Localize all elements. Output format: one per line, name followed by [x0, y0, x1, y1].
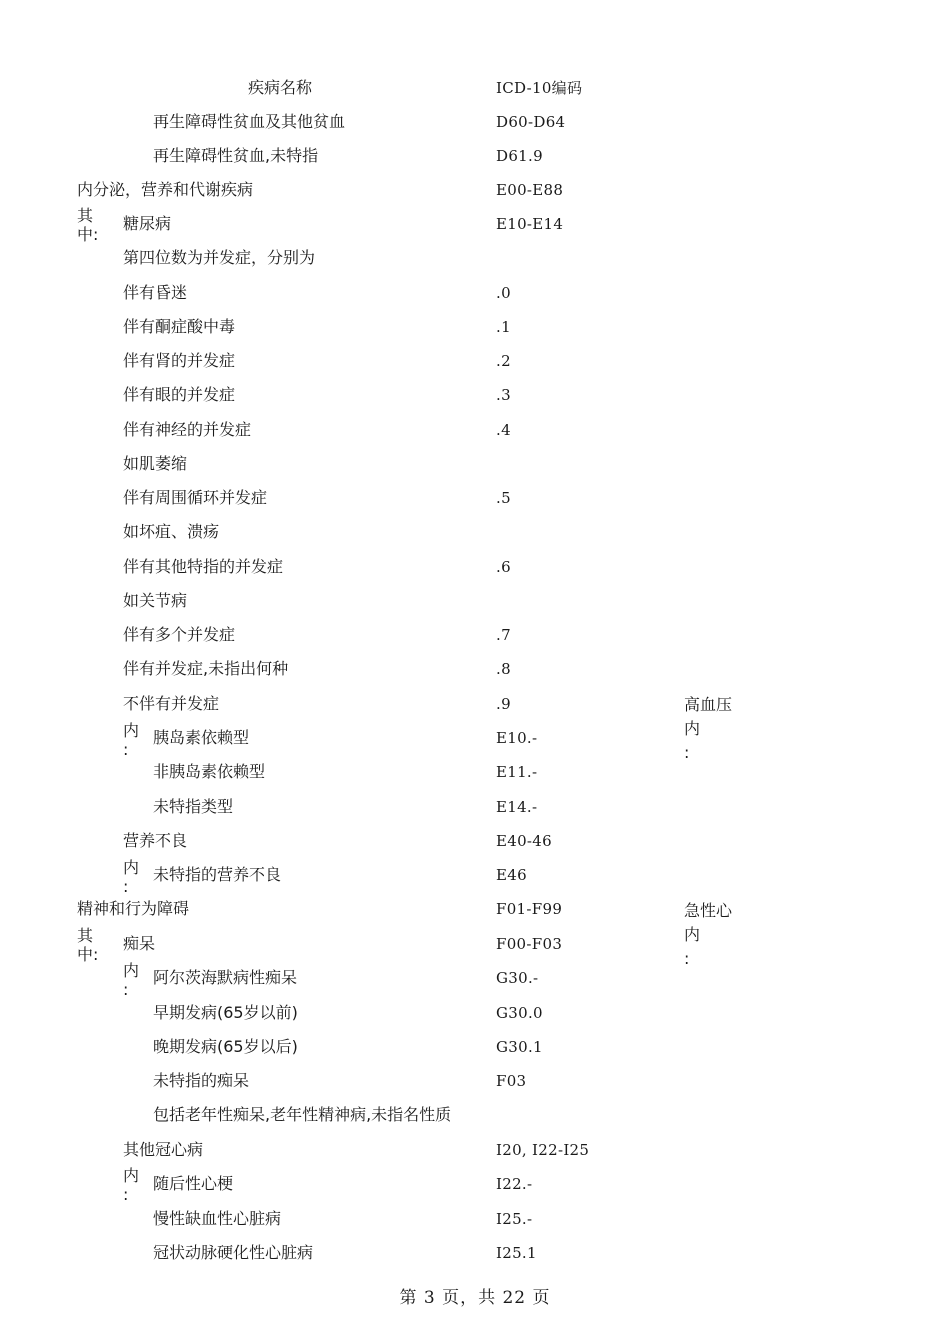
row-name: 其他冠心病	[123, 1140, 204, 1159]
table-row	[0, 454, 950, 488]
table-row	[0, 283, 950, 317]
prefix-nei: 内 :	[123, 1166, 140, 1204]
table-row	[0, 762, 950, 796]
prefix-qizhong: 其 中:	[77, 926, 99, 964]
row-code: .6	[496, 558, 511, 576]
row-name: 如肌萎缩	[123, 454, 188, 473]
table-row	[0, 625, 950, 659]
row-name: 伴有多个并发症	[123, 625, 236, 644]
row-name: 再生障碍性贫血,未特指	[153, 146, 319, 165]
row-code: .4	[496, 421, 511, 439]
table-row	[0, 488, 950, 522]
prefix-qizhong: 其 中:	[77, 206, 99, 244]
table-row	[0, 1105, 950, 1139]
prefix-nei: 内 :	[123, 858, 140, 896]
row-name: 糖尿病	[123, 214, 172, 233]
row-code: E14.-	[496, 798, 538, 816]
row-code: G30.1	[496, 1038, 543, 1056]
row-code: E10-E14	[496, 215, 564, 233]
row-code: E40-46	[496, 832, 552, 850]
row-name: 伴有并发症,未指出何种	[123, 659, 289, 678]
row-name: 包括老年性痴呆,老年性精神病,未指名性质	[153, 1105, 452, 1124]
table-row	[0, 1037, 950, 1071]
row-code: .9	[496, 695, 511, 713]
table-row	[0, 248, 950, 282]
row-name: 内分泌，营养和代谢疾病	[77, 180, 254, 199]
table-row	[0, 797, 950, 831]
row-name: 痴呆	[123, 934, 156, 953]
row-code: .3	[496, 386, 511, 404]
row-name: 未特指的营养不良	[153, 865, 282, 884]
row-code: D60-D64	[496, 113, 566, 131]
row-name: 晚期发病(65岁以后)	[153, 1037, 298, 1056]
row-name: 营养不良	[123, 831, 188, 850]
row-code: F01-F99	[496, 900, 563, 918]
row-code: F00-F03	[496, 935, 563, 953]
table-row	[0, 1003, 950, 1037]
prefix-nei: 内 :	[123, 721, 140, 759]
row-name: 第四位数为并发症，分别为	[123, 248, 316, 267]
row-name: 未特指类型	[153, 797, 234, 816]
row-code: E11.-	[496, 763, 538, 781]
row-name: 胰岛素依赖型	[153, 728, 250, 747]
table-row	[0, 385, 950, 419]
row-code: I25.1	[496, 1244, 537, 1262]
row-name: 再生障碍性贫血及其他贫血	[153, 112, 346, 131]
row-code: I22.-	[496, 1175, 533, 1193]
header-disease-name: 疾病名称	[248, 78, 313, 97]
table-row	[0, 557, 950, 591]
row-code: E00-E88	[496, 181, 564, 199]
table-row	[0, 1071, 950, 1105]
row-code: .5	[496, 489, 511, 507]
side-label-hypertension: 高血压 内 :	[684, 695, 733, 762]
row-name: 非胰岛素依赖型	[153, 762, 266, 781]
table-row	[0, 1140, 950, 1174]
row-name: 冠状动脉硬化性心脏病	[153, 1243, 314, 1262]
table-row	[0, 1174, 950, 1208]
row-name: 早期发病(65岁以前)	[153, 1003, 298, 1022]
table-row	[0, 694, 950, 728]
header-icd-code: ICD-10编码	[496, 79, 583, 97]
table-row	[0, 180, 950, 214]
row-name: 伴有其他特指的并发症	[123, 557, 284, 576]
table-row	[0, 522, 950, 556]
row-code: .2	[496, 352, 511, 370]
table-row	[0, 317, 950, 351]
table-row	[0, 934, 950, 968]
row-code: G30.-	[496, 969, 539, 987]
table-row	[0, 420, 950, 454]
table-row	[0, 899, 950, 933]
table-header-row	[0, 78, 950, 112]
row-name: 阿尔茨海默病性痴呆	[153, 968, 298, 987]
prefix-nei: 内 :	[123, 961, 140, 999]
table-row	[0, 659, 950, 693]
row-code: I25.-	[496, 1210, 533, 1228]
table-row	[0, 112, 950, 146]
row-name: 伴有酮症酸中毒	[123, 317, 236, 336]
table-row	[0, 968, 950, 1002]
row-name: 伴有肾的并发症	[123, 351, 236, 370]
row-code: E46	[496, 866, 527, 884]
table-row	[0, 214, 950, 248]
row-code: F03	[496, 1072, 527, 1090]
row-name: 未特指的痴呆	[153, 1071, 250, 1090]
row-code: .1	[496, 318, 511, 336]
row-code: I20, I22-I25	[496, 1141, 590, 1159]
page-footer: 第 3 页，共 22 页	[399, 1288, 551, 1308]
row-name: 慢性缺血性心脏病	[153, 1209, 282, 1228]
table-row	[0, 1209, 950, 1243]
row-name: 伴有眼的并发症	[123, 385, 236, 404]
row-name: 随后性心梗	[153, 1174, 234, 1193]
table-row	[0, 146, 950, 180]
row-name: 精神和行为障碍	[77, 899, 190, 918]
table-row	[0, 351, 950, 385]
row-code: E10.-	[496, 729, 538, 747]
row-code: .7	[496, 626, 511, 644]
row-name: 伴有周围循环并发症	[123, 488, 268, 507]
table-row	[0, 831, 950, 865]
row-name: 伴有神经的并发症	[123, 420, 252, 439]
row-name: 如坏疽、溃疡	[123, 522, 220, 541]
table-row	[0, 728, 950, 762]
table-row	[0, 591, 950, 625]
row-code: G30.0	[496, 1004, 543, 1022]
side-label-acute-heart: 急性心 内 :	[684, 901, 733, 968]
row-name: 如关节病	[123, 591, 188, 610]
row-name: 伴有昏迷	[123, 283, 188, 302]
row-name: 不伴有并发症	[123, 694, 220, 713]
row-code: .8	[496, 660, 511, 678]
row-code: D61.9	[496, 147, 543, 165]
table-row	[0, 865, 950, 899]
table-row	[0, 1243, 950, 1277]
row-code: .0	[496, 284, 511, 302]
